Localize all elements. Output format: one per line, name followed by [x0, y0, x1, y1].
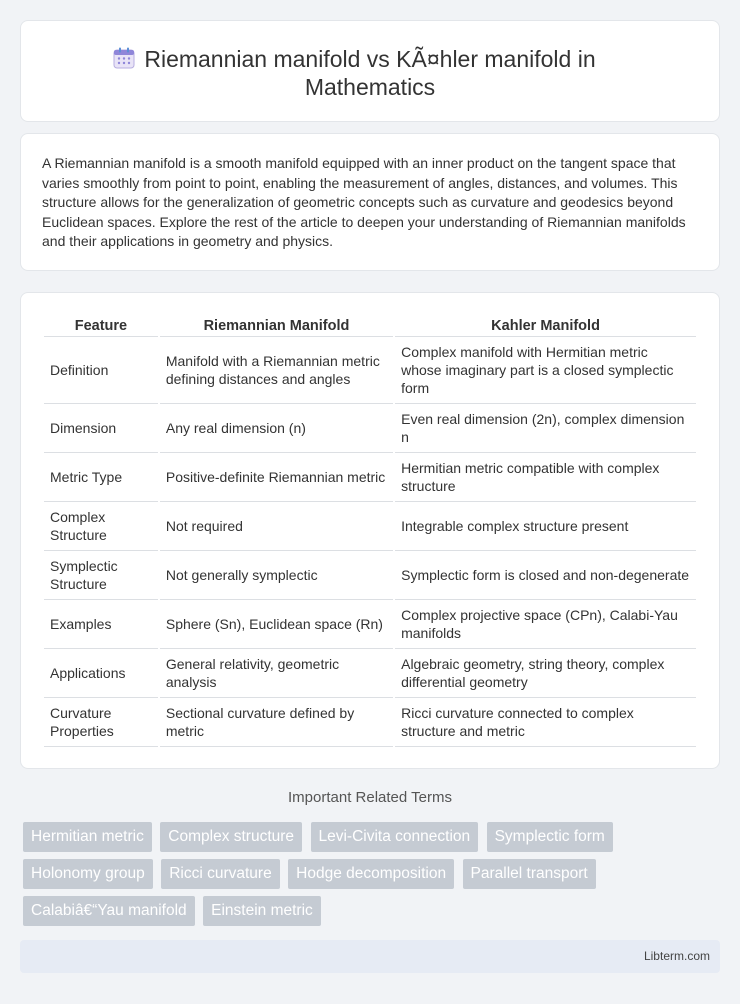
related-term-tag[interactable]: Hermitian metric [23, 822, 152, 852]
table-cell-kahler: Even real dimension (2n), complex dimension n [395, 404, 696, 453]
table-row [44, 698, 696, 747]
table-cell-kahler: Complex projective space (CPn), Calabi-Yau manifolds [395, 600, 696, 649]
related-term-tag[interactable]: Hodge decomposition [288, 859, 454, 889]
table-cell-riemannian: Positive-definite Riemannian metric [160, 453, 393, 502]
header-feature: Feature [44, 315, 158, 337]
table-cell-riemannian: Not generally symplectic [160, 551, 393, 600]
intro-paragraph: A Riemannian manifold is a smooth manifold equipped with an inner product on the tangent space that varies smoothly from point to point, enabling the measurement of angles, distances, and volumes. This structure allows for the generalization of geometric concepts such as curvature and geodesics beyond Euclidean spaces. Explore the rest of the article to deepen your understanding of Riemannian manifolds and their applications in geometry and physics. [42, 155, 686, 250]
intro-card [20, 133, 720, 271]
header-riemannian: Riemannian Manifold [160, 315, 393, 337]
related-term-tag[interactable]: Holonomy group [23, 859, 153, 889]
related-term-tag[interactable]: Ricci curvature [161, 859, 280, 889]
related-terms-title: Important Related Terms [288, 789, 452, 806]
table-cell-feature: Complex Structure [44, 502, 158, 551]
table-cell-kahler: Complex manifold with Hermitian metric whose imaginary part is a closed symplectic form [395, 337, 696, 404]
related-term-tag[interactable]: Einstein metric [203, 896, 321, 926]
table-cell-feature: Definition [44, 337, 158, 404]
table-cell-kahler: Ricci curvature connected to complex structure and metric [395, 698, 696, 747]
table-row [44, 337, 696, 404]
table-cell-feature: Symplectic Structure [44, 551, 158, 600]
page-title: Riemannian manifold vs KÃ¤hler manifold in Mathematics [144, 46, 596, 100]
table-cell-riemannian: Manifold with a Riemannian metric defining distances and angles [160, 337, 393, 404]
related-term-tag[interactable]: Parallel transport [463, 859, 596, 889]
table-cell-feature: Metric Type [44, 453, 158, 502]
related-term-tag[interactable]: Complex structure [160, 822, 302, 852]
table-cell-riemannian: Sectional curvature defined by metric [160, 698, 393, 747]
table-cell-riemannian: Sphere (Sn), Euclidean space (Rn) [160, 600, 393, 649]
table-cell-kahler: Algebraic geometry, string theory, complex differential geometry [395, 649, 696, 698]
table-cell-feature: Examples [44, 600, 158, 649]
related-term-tag[interactable]: Symplectic form [487, 822, 613, 852]
table-cell-kahler: Symplectic form is closed and non-degenerate [395, 551, 696, 600]
table-cell-feature: Applications [44, 649, 158, 698]
comparison-table [42, 315, 698, 747]
related-term-tag[interactable]: Calabiâ€“Yau manifold [23, 896, 195, 926]
related-terms-list [23, 822, 633, 933]
table-row [44, 649, 696, 698]
table-cell-feature: Dimension [44, 404, 158, 453]
table-row [44, 453, 696, 502]
related-term-tag[interactable]: Levi-Civita connection [311, 822, 479, 852]
table-cell-riemannian: Any real dimension (n) [160, 404, 393, 453]
table-cell-feature: Curvature Properties [44, 698, 158, 747]
table-cell-kahler: Integrable complex structure present [395, 502, 696, 551]
table-row [44, 551, 696, 600]
footer [20, 940, 720, 973]
table-cell-kahler: Hermitian metric compatible with complex structure [395, 453, 696, 502]
header-card [20, 20, 720, 122]
table-row [44, 502, 696, 551]
table-row [44, 600, 696, 649]
comparison-card [20, 292, 720, 769]
table-cell-riemannian: Not required [160, 502, 393, 551]
table-row [44, 404, 696, 453]
table-cell-riemannian: General relativity, geometric analysis [160, 649, 393, 698]
footer-site-link[interactable]: Libterm.com [643, 949, 710, 963]
table-header-row [44, 315, 696, 337]
header-kahler: Kahler Manifold [395, 315, 696, 337]
